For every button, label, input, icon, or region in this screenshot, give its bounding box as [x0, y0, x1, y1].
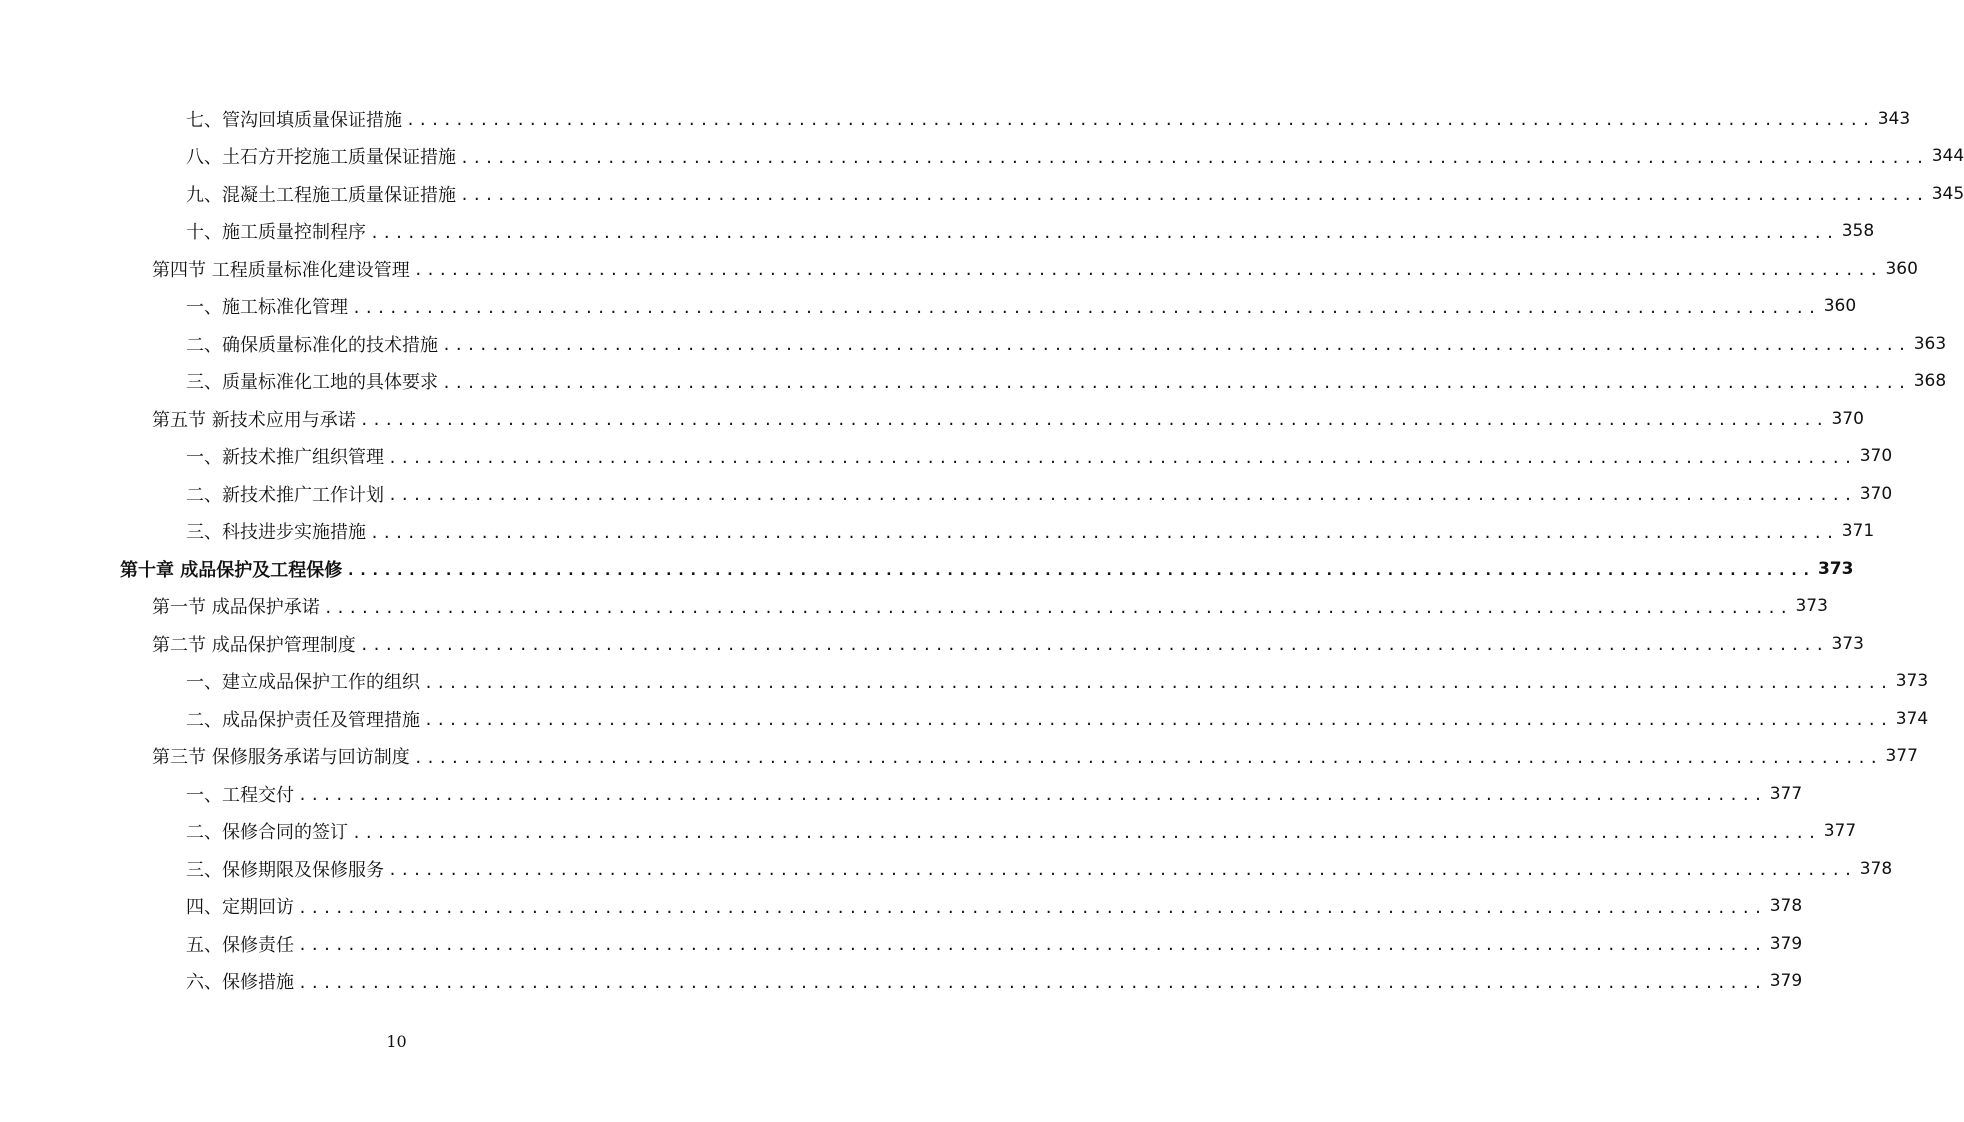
toc-entry-page: 370 — [1859, 446, 1893, 467]
toc-dot-leader: ........................................................................................................................ — [298, 936, 1766, 955]
toc-entry-title: 一、工程交付 — [186, 784, 294, 806]
toc-dot-leader: ........................................................................................................................ — [298, 786, 1766, 805]
toc-subsection-entry[interactable] — [0, 213, 1875, 251]
page-number: 10 — [386, 1032, 407, 1051]
toc-dot-leader: ........................................................................................................................ — [352, 823, 1820, 842]
toc-subsection-entry[interactable] — [0, 963, 1803, 1001]
toc-entry-page: 360 — [1885, 258, 1918, 279]
toc-section-entry[interactable] — [0, 250, 1918, 288]
toc-entry-title: 八、土石方开挖施工质量保证措施 — [186, 147, 456, 169]
toc-entry-page: 373 — [1795, 596, 1828, 617]
toc-subsection-entry[interactable] — [0, 850, 1893, 888]
toc-subsection-entry[interactable] — [0, 438, 1893, 476]
toc-entry-title: 六、保修措施 — [186, 972, 294, 994]
toc-subsection-entry[interactable] — [0, 363, 1947, 401]
toc-entry-title: 第十章 成品保护及工程保修 — [120, 559, 343, 581]
toc-entry-title: 九、混凝土工程施工质量保证措施 — [186, 184, 456, 206]
toc-entry-page: 378 — [1859, 858, 1893, 879]
toc-section-entry[interactable] — [0, 400, 1864, 438]
toc-dot-leader: ........................................................................................................................ — [359, 411, 1828, 430]
toc-entry-title: 三、质量标准化工地的具体要求 — [186, 372, 438, 394]
toc-dot-leader: ........................................................................................................................ — [388, 448, 1856, 467]
toc-entry-title: 第三节 保修服务承诺与回访制度 — [152, 747, 410, 769]
toc-entry-title: 五、保修责任 — [186, 934, 294, 956]
toc-entry-page: 345 — [1931, 183, 1964, 204]
toc-entry-title: 二、保修合同的签订 — [186, 822, 348, 844]
table-of-contents — [0, 100, 1964, 1000]
toc-entry-page: 363 — [1913, 333, 1947, 354]
toc-dot-leader: ........................................................................................................................ — [413, 261, 1882, 280]
toc-entry-title: 七、管沟回填质量保证措施 — [186, 109, 402, 131]
toc-entry-page: 374 — [1895, 708, 1929, 729]
toc-subsection-entry[interactable] — [0, 288, 1857, 326]
toc-entry-page: 373 — [1895, 671, 1929, 692]
toc-entry-title: 一、新技术推广组织管理 — [186, 447, 384, 469]
toc-section-entry[interactable] — [0, 588, 1828, 626]
toc-dot-leader: ........................................................................................................................ — [424, 673, 1892, 692]
toc-entry-title: 四、定期回访 — [186, 897, 294, 919]
toc-entry-page: 343 — [1877, 108, 1911, 129]
toc-entry-title: 第二节 成品保护管理制度 — [152, 634, 356, 656]
toc-dot-leader: ........................................................................................................................ — [460, 186, 1928, 205]
toc-dot-leader: ........................................................................................................................ — [346, 561, 1814, 580]
toc-entry-title: 三、科技进步实施措施 — [186, 522, 366, 544]
toc-subsection-entry[interactable] — [0, 813, 1857, 851]
toc-subsection-entry[interactable] — [0, 925, 1803, 963]
toc-entry-title: 一、建立成品保护工作的组织 — [186, 672, 420, 694]
toc-entry-title: 二、成品保护责任及管理措施 — [186, 709, 420, 731]
toc-dot-leader: ........................................................................................................................ — [298, 898, 1766, 917]
toc-entry-page: 371 — [1841, 521, 1875, 542]
toc-entry-page: 373 — [1817, 558, 1854, 579]
toc-entry-title: 第五节 新技术应用与承诺 — [152, 409, 356, 431]
toc-entry-title: 一、施工标准化管理 — [186, 297, 348, 319]
toc-dot-leader: ........................................................................................................................ — [442, 373, 1910, 392]
toc-subsection-entry[interactable] — [0, 100, 1911, 138]
toc-dot-leader: ........................................................................................................................ — [370, 223, 1838, 242]
toc-subsection-entry[interactable] — [0, 888, 1803, 926]
toc-entry-title: 第四节 工程质量标准化建设管理 — [152, 259, 410, 281]
toc-section-entry[interactable] — [0, 738, 1918, 776]
toc-dot-leader: ........................................................................................................................ — [388, 861, 1856, 880]
toc-entry-page: 358 — [1841, 221, 1875, 242]
toc-dot-leader: ........................................................................................................................ — [406, 111, 1874, 130]
toc-dot-leader: ........................................................................................................................ — [370, 523, 1838, 542]
toc-entry-page: 378 — [1769, 896, 1803, 917]
toc-chapter-entry[interactable] — [0, 550, 1854, 588]
toc-dot-leader: ........................................................................................................................ — [298, 973, 1766, 992]
toc-dot-leader: ........................................................................................................................ — [460, 148, 1928, 167]
toc-subsection-entry[interactable] — [0, 513, 1875, 551]
toc-entry-page: 344 — [1931, 146, 1964, 167]
toc-entry-page: 370 — [1859, 483, 1893, 504]
toc-entry-title: 三、保修期限及保修服务 — [186, 859, 384, 881]
toc-dot-leader: ........................................................................................................................ — [413, 748, 1882, 767]
toc-dot-leader: ........................................................................................................................ — [442, 336, 1910, 355]
toc-entry-page: 368 — [1913, 371, 1947, 392]
toc-entry-title: 二、新技术推广工作计划 — [186, 484, 384, 506]
toc-dot-leader: ........................................................................................................................ — [424, 711, 1892, 730]
toc-subsection-entry[interactable] — [0, 175, 1964, 213]
toc-entry-title: 二、确保质量标准化的技术措施 — [186, 334, 438, 356]
toc-subsection-entry[interactable] — [0, 138, 1964, 176]
toc-dot-leader: ........................................................................................................................ — [323, 598, 1792, 617]
toc-entry-page: 360 — [1823, 296, 1857, 317]
toc-subsection-entry[interactable] — [0, 325, 1947, 363]
toc-subsection-entry[interactable] — [0, 700, 1929, 738]
toc-entry-page: 377 — [1885, 746, 1918, 767]
toc-entry-page: 379 — [1769, 933, 1803, 954]
toc-entry-page: 370 — [1831, 408, 1864, 429]
toc-dot-leader: ........................................................................................................................ — [388, 486, 1856, 505]
toc-entry-page: 379 — [1769, 971, 1803, 992]
toc-entry-title: 十、施工质量控制程序 — [186, 222, 366, 244]
toc-entry-page: 377 — [1769, 783, 1803, 804]
toc-entry-page: 373 — [1831, 633, 1864, 654]
toc-subsection-entry[interactable] — [0, 475, 1893, 513]
toc-entry-page: 377 — [1823, 821, 1857, 842]
toc-subsection-entry[interactable] — [0, 663, 1929, 701]
toc-dot-leader: ........................................................................................................................ — [352, 298, 1820, 317]
toc-section-entry[interactable] — [0, 625, 1864, 663]
toc-subsection-entry[interactable] — [0, 775, 1803, 813]
toc-entry-title: 第一节 成品保护承诺 — [152, 597, 320, 619]
toc-dot-leader: ........................................................................................................................ — [359, 636, 1828, 655]
